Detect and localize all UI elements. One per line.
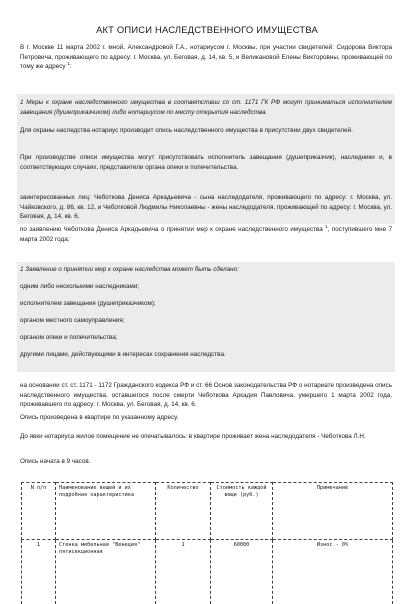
- table-row: [22, 540, 393, 604]
- row-num: 1: [22, 540, 56, 604]
- intro-footnote-mark: 1: [67, 61, 70, 66]
- footnote-1-paragraph-3: При производстве описи имущества могут присутствовать исполнитель завещания (душеприказчик), наследники и, в соответствующих случаях, представители органа опеки и попечительства.: [20, 153, 392, 172]
- inventory-table: [21, 482, 393, 604]
- statement-text: по заявлению Чеботкова Дениса Аркадьевича о принятии мер к охране наследственного имущества: [20, 226, 323, 233]
- footnote-2-item: органом опеки и попечительства;: [20, 333, 392, 343]
- basis-paragraph: на основании ст. ст. 1171 - 1172 Гражданского кодекса РФ и ст. 66 Основ законодательства РФ о нотариате произведена опись наследственного имущества, оставшегося после смерти Чеботкова Аркадия Павловича, умершего 1 марта 2002 года, проживавшего по адресу: г. Москва, ул. Беговая, д. 14, кв. 6.: [20, 381, 392, 410]
- footnote-2-item: другими лицами, действующими в интересах сохранения наследства.: [20, 350, 392, 360]
- place-paragraph: Опись произведена в квартире по указанному адресу.: [20, 413, 392, 423]
- footnote-1-paragraph-2: Для охраны наследства нотариус производит опись наследственного имущества в присутствии двух свидетелей.: [20, 126, 392, 136]
- row-name: Стенка мебельная "Венеция" пятисекционная: [56, 540, 156, 604]
- footnote-2-item: исполнителем завещания (душеприказчиком);: [20, 299, 392, 309]
- footnote-2-item: органом местного самоуправления;: [20, 316, 392, 326]
- row-qty: 1: [156, 540, 211, 604]
- header-num: N п/п: [22, 483, 56, 540]
- statement-paragraph: [20, 225, 392, 244]
- footnote-1-lead: 1 Меры к охране наследственного имущества в соответствии со ст. 1171 ГК РФ могут приниматься исполнителем завещания (душеприказчиком) либо нотариусом по месту открытия наследства.: [20, 98, 392, 117]
- intro-end: :: [70, 63, 72, 70]
- interested-persons-paragraph: заинтересованных лиц: Чеботкова Дениса Аркадьевича - сына наследодателя, проживающего по адресу: г. Москва, ул. Чайковского, д. 86, кв. 12, и Чеботковой Людмилы Николаевны - жены наследодателя, проживающей по адресу: г. Москва, ул. Беговая, д. 14, кв. 6,: [20, 193, 392, 222]
- header-name: Наименование вещей и их подробная характеристика: [56, 483, 156, 540]
- row-cost: 60000: [211, 540, 273, 604]
- document-title: АКТ ОПИСИ НАСЛЕДСТВЕННОГО ИМУЩЕСТВА: [0, 24, 414, 35]
- header-note: Примечание: [273, 483, 393, 540]
- statement-end: , поступившего мне 7 марта 2002 года;: [20, 226, 392, 243]
- footnote-2-lead: 1 Заявление о принятии мер к охране наследства может быть сделано:: [20, 265, 392, 275]
- row-note: Износ - 0%: [273, 540, 393, 604]
- header-qty: Количество: [156, 483, 211, 540]
- intro-text: В г. Москве 11 марта 2002 г. мной, Александровой Г.А., нотариусом г. Москвы, при участии свидетелей: Сидорова Виктора Петровича, проживающего по адресу: г. Москва, ул. Беговая, д. 14, кв. 5, и Великановой Елены Викторовны, проживающей по тому же адресу: [20, 44, 392, 70]
- premises-paragraph: До явки нотариуса жилое помещение не опечатывалось: в квартире проживает жена наследодателя - Чеботкова Л.Н.: [20, 432, 392, 442]
- header-cost: Стоимость каждой вещи (руб.): [211, 483, 273, 540]
- start-time-paragraph: Опись начата в 9 часов.: [20, 457, 392, 467]
- statement-footnote-mark: 1: [325, 224, 328, 229]
- inventory-table-header: [22, 483, 393, 540]
- intro-paragraph: [20, 43, 392, 72]
- footnote-2-item: одним либо несколькими наследниками;: [20, 282, 392, 292]
